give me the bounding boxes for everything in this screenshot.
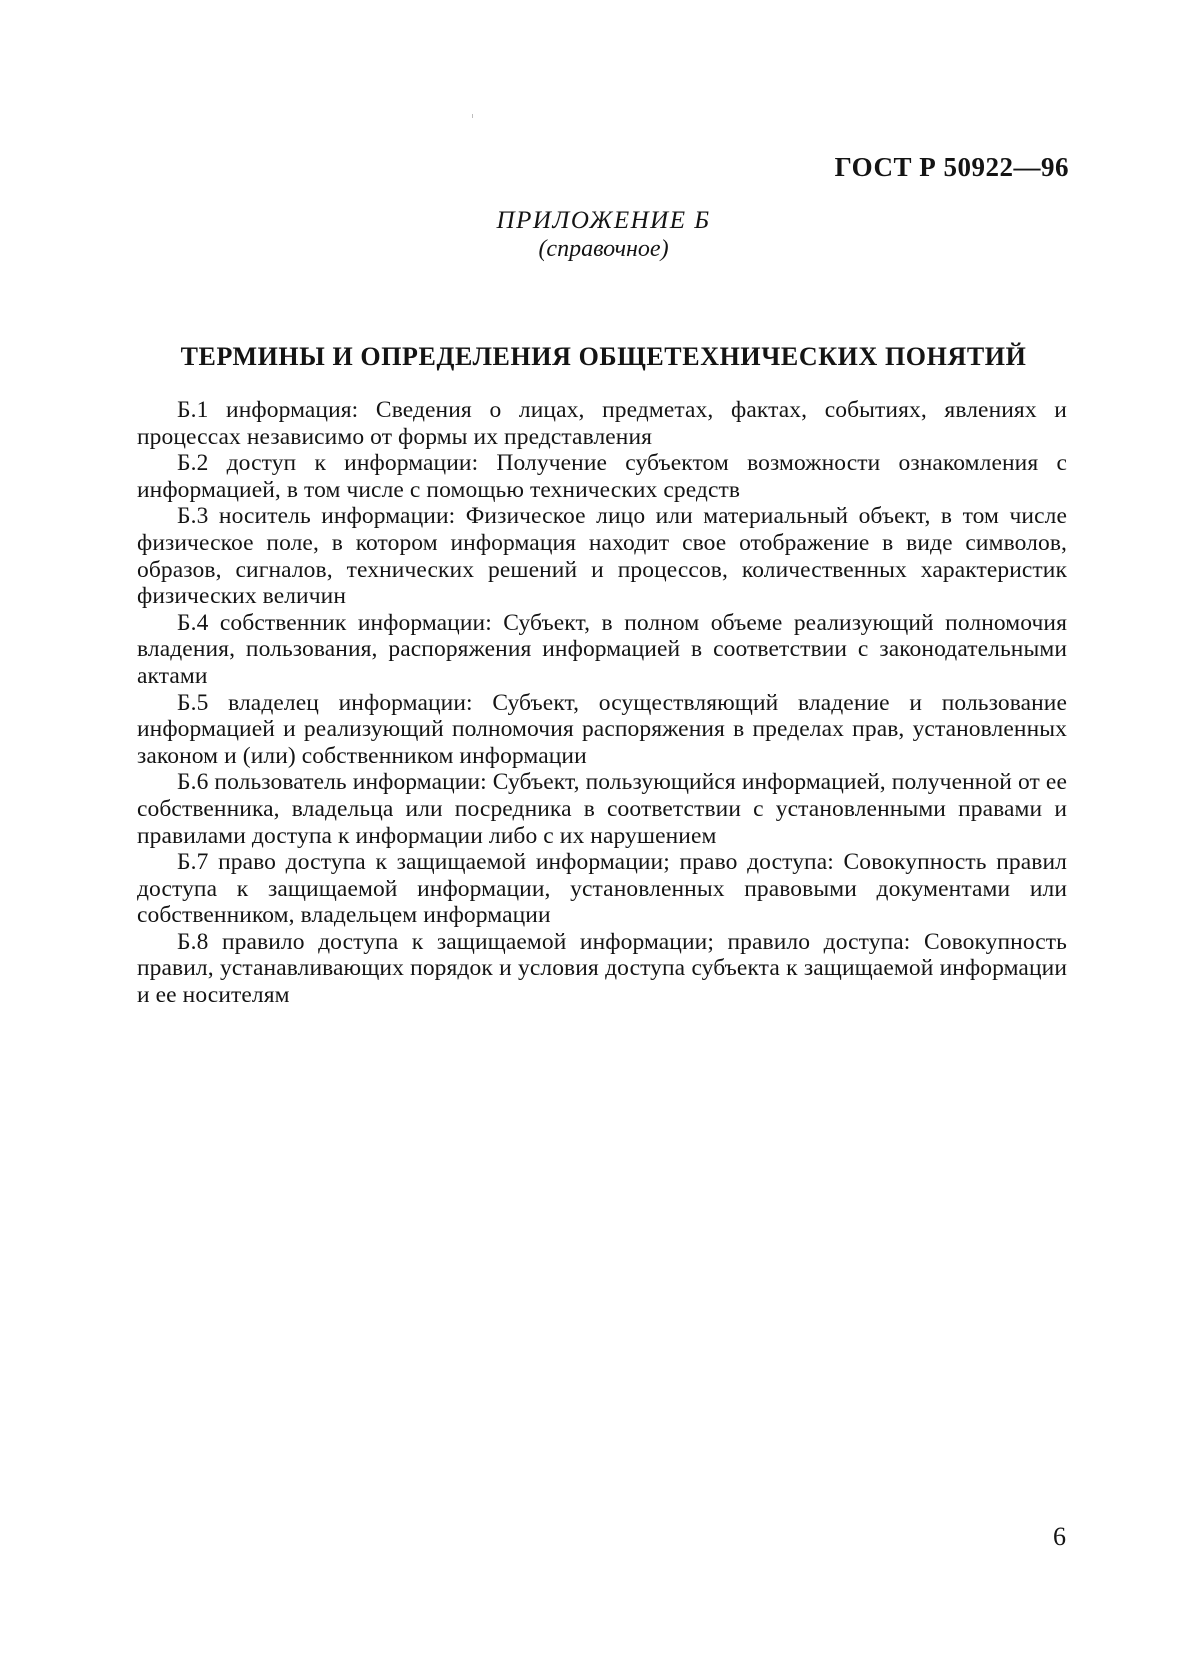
term-text: Б.8 правило доступа к защищаемой информации; правило доступа: Совокупность правил, устанавливающих порядок и условия доступа субъекта к защищаемой информации и ее носителям [137, 928, 1067, 1009]
appendix-subtitle: (справочное) [538, 236, 669, 262]
term-b1 [137, 397, 1067, 450]
appendix-title: ПРИЛОЖЕНИЕ Б [496, 207, 711, 234]
term-text: Б.3 носитель информации: Физическое лицо или материальный объект, в том числе физическое поле, в котором информация находит свое отображение в виде символов, образов, сигналов, технических решений и процессов, количественных характеристик физических величин [137, 503, 1067, 610]
term-text: Б.1 информация: Сведения о лицах, предметах, фактах, событиях, явлениях и процессах независимо от формы их представления [137, 397, 1067, 450]
term-b6 [137, 769, 1067, 849]
term-b8 [137, 929, 1067, 1009]
term-text: Б.7 право доступа к защищаемой информации; право доступа: Совокупность правил доступа к защищаемой информации, установленных правовыми документами или собственником, владельцем информации [137, 849, 1067, 929]
section-title: ТЕРМИНЫ И ОПРЕДЕЛЕНИЯ ОБЩЕТЕХНИЧЕСКИХ ПОНЯТИЙ [180, 342, 1027, 371]
term-b4 [137, 610, 1067, 690]
term-b7 [137, 849, 1067, 929]
term-text: Б.4 собственник информации: Субъект, в полном объеме реализующий полномочия владения, пользования, распоряжения информацией в соответствии с законодательными актами [137, 609, 1067, 689]
term-b2 [137, 450, 1067, 503]
term-text: Б.2 доступ к информации: Получение субъектом возможности ознакомления с информацией, в том числе с помощью технических средств [137, 450, 1067, 503]
document-code: ГОСТ Р 50922—96 [834, 152, 1069, 182]
page-number: 6 [1053, 1522, 1066, 1551]
scan-artifact [472, 114, 473, 118]
term-b3 [137, 503, 1067, 609]
term-text: Б.5 владелец информации: Субъект, осуществляющий владение и пользование информацией и реализующий полномочия распоряжения в пределах прав, установленных законом и (или) собственником информации [137, 689, 1067, 769]
terms-list [137, 397, 1067, 1009]
term-text: Б.6 пользователь информации: Субъект, пользующийся информацией, полученной от ее собственника, владельца или посредника в соответствии с установленными правами и правилами доступа к информации либо с их нарушением [137, 769, 1067, 849]
term-b5 [137, 690, 1067, 770]
